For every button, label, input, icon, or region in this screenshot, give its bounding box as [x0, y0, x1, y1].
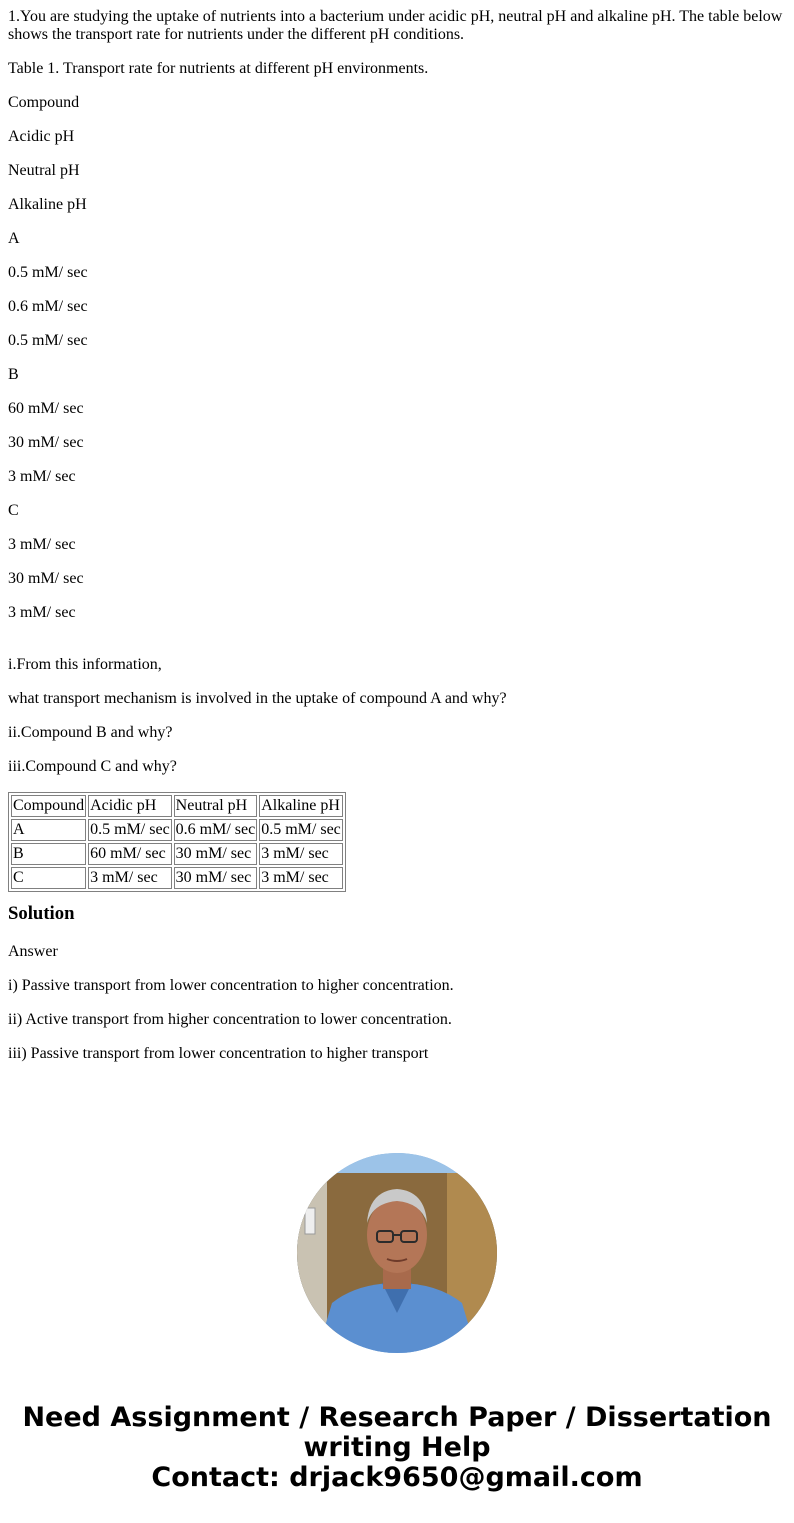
answer-item: ii) Active transport from higher concentration to lower concentration.: [8, 1011, 452, 1028]
table-cell: B: [11, 843, 86, 865]
table-row: [11, 867, 343, 889]
table-cell: 0.5 mM/ sec: [88, 819, 172, 841]
table-cell: 3 mM/ sec: [88, 867, 172, 889]
sub-question: what transport mechanism is involved in the uptake of compound A and why?: [8, 690, 507, 707]
table-cell: 0.6 mM/ sec: [174, 819, 258, 841]
table-header-cell: Alkaline pH: [259, 795, 343, 817]
flat-cell: 0.5 mM/ sec: [8, 264, 88, 281]
flat-cell: Compound: [8, 94, 80, 111]
table-caption: Table 1. Transport rate for nutrients at different pH environments.: [8, 60, 429, 77]
table-header-cell: Compound: [11, 795, 86, 817]
flat-cell: 60 mM/ sec: [8, 400, 84, 417]
flat-cell: 30 mM/ sec: [8, 570, 84, 587]
flat-cell: Neutral pH: [8, 162, 80, 179]
flat-cell: 3 mM/ sec: [8, 604, 76, 621]
sub-question: ii.Compound B and why?: [8, 724, 173, 741]
answer-item: iii) Passive transport from lower concentration to higher transport: [8, 1045, 429, 1062]
flat-cell: 0.6 mM/ sec: [8, 298, 88, 315]
table-cell: A: [11, 819, 86, 841]
flat-cell: B: [8, 366, 19, 383]
table-cell: 3 mM/ sec: [259, 867, 343, 889]
flat-cell: 30 mM/ sec: [8, 434, 84, 451]
table-cell: 60 mM/ sec: [88, 843, 172, 865]
table-cell: 0.5 mM/ sec: [259, 819, 343, 841]
table-header-row: [11, 795, 343, 817]
table-row: [11, 843, 343, 865]
transport-rate-table: [8, 792, 346, 892]
avatar: [297, 1153, 497, 1353]
promo-contact: Contact: drjack9650@gmail.com: [151, 1462, 643, 1493]
flat-cell: A: [8, 230, 20, 247]
flat-cell: 3 mM/ sec: [8, 468, 76, 485]
answer-label: Answer: [8, 943, 58, 960]
table-header-cell: Neutral pH: [174, 795, 258, 817]
flat-cell: C: [8, 502, 19, 519]
flat-cell: 3 mM/ sec: [8, 536, 76, 553]
solution-heading: Solution: [8, 903, 75, 924]
table-cell: C: [11, 867, 86, 889]
sub-question: iii.Compound C and why?: [8, 758, 177, 775]
promo-line: writing Help: [303, 1432, 491, 1463]
person-portrait-icon: [297, 1153, 497, 1353]
table-header-cell: Acidic pH: [88, 795, 172, 817]
promo-banner: [0, 1403, 794, 1493]
question-intro: 1.You are studying the uptake of nutrients into a bacterium under acidic pH, neutral pH and alkaline pH. The table below shows the transport rate for nutrients under the different pH conditions.: [8, 8, 783, 43]
table-cell: 30 mM/ sec: [174, 843, 258, 865]
table-cell: 3 mM/ sec: [259, 843, 343, 865]
flat-cell: Alkaline pH: [8, 196, 87, 213]
sub-question: i.From this information,: [8, 656, 162, 673]
answer-item: i) Passive transport from lower concentration to higher concentration.: [8, 977, 454, 994]
table-cell: 30 mM/ sec: [174, 867, 258, 889]
table-row: [11, 819, 343, 841]
flat-cell: 0.5 mM/ sec: [8, 332, 88, 349]
promo-line: Need Assignment / Research Paper / Dissertation: [22, 1402, 772, 1433]
flat-cell: Acidic pH: [8, 128, 75, 145]
